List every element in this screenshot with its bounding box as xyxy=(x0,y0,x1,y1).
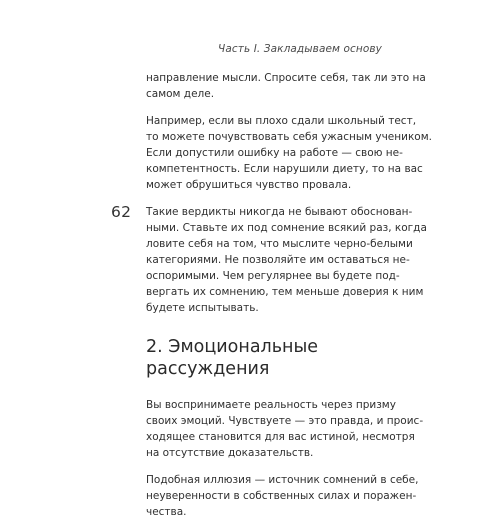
paragraph-line: вергать их сомнению, тем меньше доверия к ним xyxy=(146,286,424,298)
paragraph-line: своих эмоций. Чувствуете — это правда, и проис- xyxy=(146,415,424,427)
paragraph-3 xyxy=(146,204,427,316)
paragraph-line: оспоримыми. Чем регулярнее вы будете под- xyxy=(146,270,400,282)
paragraph-line: ходящее становится для вас истиной, несмотря xyxy=(146,431,415,443)
paragraph-line: категориями. Не позволяйте им оставаться не- xyxy=(146,254,410,266)
paragraph-line: ловите себя на том, что мыслите черно-белыми xyxy=(146,238,413,250)
paragraph-5 xyxy=(146,472,419,520)
paragraph-line: Если допустили ошибку на работе — свою не- xyxy=(146,147,403,159)
paragraph-line: самом деле. xyxy=(146,88,215,100)
paragraph-4 xyxy=(146,397,424,461)
page-number: 62 xyxy=(111,203,132,221)
paragraph-line: может обрушиться чувство провала. xyxy=(146,179,352,191)
section-heading-line: 2. Эмоциональные xyxy=(146,337,319,357)
paragraph-line: чества. xyxy=(146,506,187,518)
paragraph-line: ными. Ставьте их под сомнение всякий раз, когда xyxy=(146,222,427,234)
paragraph-line: то можете почувствовать себя ужасным учеником. xyxy=(146,131,432,143)
paragraph-line: Например, если вы плохо сдали школьный тест, xyxy=(146,115,417,127)
paragraph-line: на отсутствие доказательств. xyxy=(146,447,314,459)
section-heading xyxy=(146,336,391,380)
paragraph-line: Такие вердикты никогда не бывают обоснован- xyxy=(146,206,413,218)
paragraph-1 xyxy=(146,70,426,102)
running-header: Часть I. Закладываем основу xyxy=(218,43,382,55)
paragraph-line: Подобная иллюзия — источник сомнений в себе, xyxy=(146,474,419,486)
text-column xyxy=(146,70,432,531)
paragraph-2 xyxy=(146,113,432,193)
paragraph-line: направление мысли. Спросите себя, так ли это на xyxy=(146,72,426,84)
section-heading-line: рассуждения xyxy=(146,359,270,379)
paragraph-line: будете испытывать. xyxy=(146,302,259,314)
paragraph-line: Вы воспринимаете реальность через призму xyxy=(146,399,396,411)
paragraph-line: компетентность. Если нарушили диету, то на вас xyxy=(146,163,423,175)
paragraph-line: неуверенности в собственных силах и поражен- xyxy=(146,490,417,502)
